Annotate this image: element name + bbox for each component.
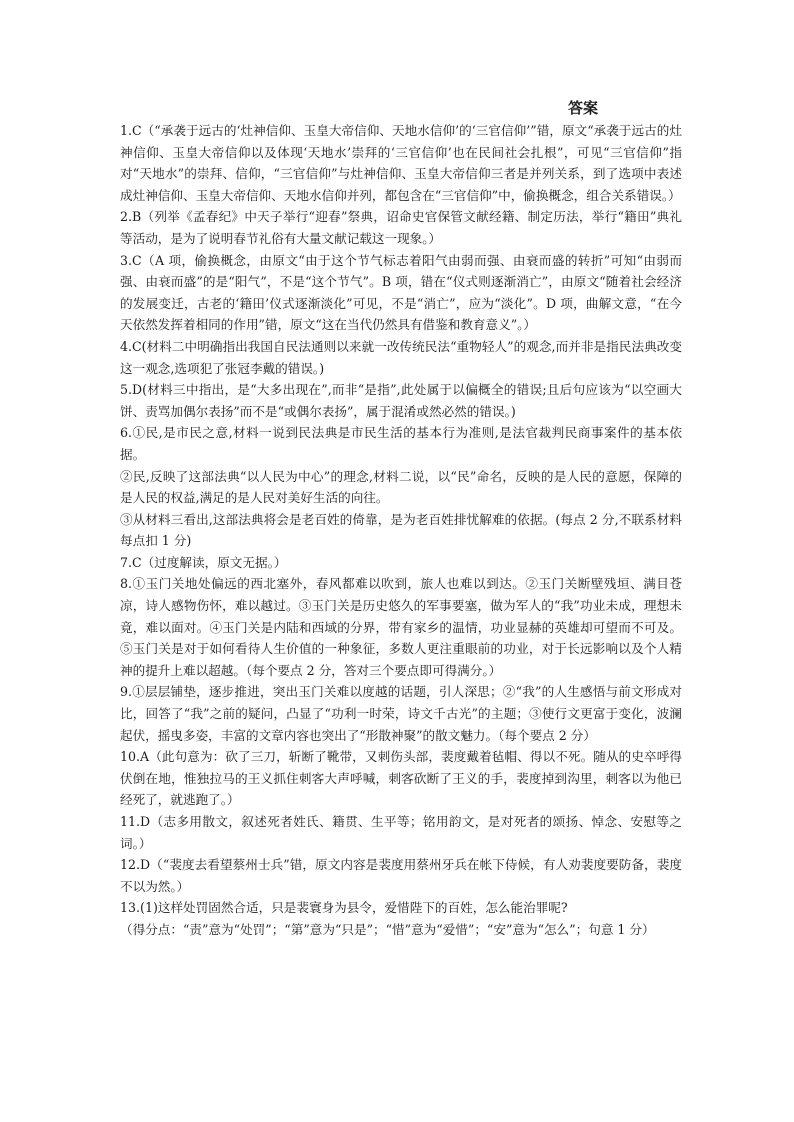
answer-item-13-1-scoring: （得分点：“责”意为“处罚”；“第”意为“只是”；“惜”意为“爱惜”；“安”意为“怎么”；句意 1 分） (120, 921, 655, 937)
answer-item-6-point-2: ②民,反映了这部法典“以人民为中心”的理念,材料二说，以“民”命名，反映的是人民的意愿，保障的是人民的权益,满足的是人民对美好生活的向往。 (120, 468, 682, 506)
answer-item-7: 7.C（过度解读，原文无据。） (120, 554, 287, 570)
answer-page (120, 96, 682, 941)
answer-item-10: 10.A（此句意为：砍了三刀，斩断了靴带，又刺伤头部，裴度戴着毡帽、得以不死。随从的史卒呼得伏倒在地，惟独拉马的王义抓住刺客大声呼喊，刺客砍断了王义的手，裴度掉到沟里，刺客以为他已经死了，就逃跑了。） (120, 749, 682, 808)
answer-item-13-1: 13.(1)这样处罚固然合适，只是裴寰身为县令，爱惜陛下的百姓，怎么能治罪呢? (120, 900, 568, 916)
answer-item-3: 3.C（A 项，偷换概念，由原文“由于这个节气标志着阳气由弱而强、由衰而盛的转折”可知“由弱而强、由衰而盛”的是“阳气”，不是“这个节气”。B 项，错在“仪式则逐渐消亡”，由原文“随着社会经济的发展变迁，古老的‘籍田’仪式逐渐淡化”可见，不是“消亡”，应为“淡化”。D 项，曲解文意，“在今天依然发挥着相同的作用”错，原文“这在当代仍然具有借鉴和教育意义”。） (120, 252, 682, 333)
page-title: 答案 (567, 99, 598, 117)
answer-item-8: 8.①玉门关地处偏远的西北塞外，春风都难以吹到，旅人也难以到达。②玉门关断壁残垣、满目苍凉，诗人感物伤怀，难以越过。③玉门关是历史悠久的军事要塞，做为军人的“我”功业未成，理想未竟，难以面对。④玉门关是内陆和西域的分界，带有家乡的温情，功业显赫的英雄却可望而不可及。⑤玉门关是对于如何看待人生价值的一种象征，多数人更注重眼前的功业，对于长远影响以及个人精神的提升上难以超越。（每个要点 2 分，答对三个要点即可得满分。） (120, 576, 682, 678)
answer-item-9: 9.①层层铺垫，逐步推进，突出玉门关难以度越的话题，引人深思；②“我”的人生感悟与前文形成对比，回答了“我”之前的疑问，凸显了“功利一时荣，诗文千古光”的主题；③使行文更富于变化，波澜起伏，摇曳多姿，丰富的文章内容也突出了“形散神聚”的散文魅力。（每个要点 2 分） (120, 684, 682, 743)
answer-item-1: 1.C（“承袭于远古的‘灶神信仰、玉皇大帝信仰、天地水信仰’的‘三官信仰’”错，原文“承袭于远古的灶神信仰、玉皇大帝信仰以及体现‘天地水’崇拜的‘三官信仰’也在民间社会扎根”，可见“三官信仰”指对“天地水”的崇拜、信仰，“三官信仰”与灶神信仰、玉皇大帝信仰三者是并列关系，到了选项中表述成灶神信仰、玉皇大帝信仰、天地水信仰并列，都包含在“三官信仰”中，偷换概念，组合关系错误。） (120, 123, 682, 203)
answer-item-6-point-3: ③从材料三看出,这部法典将会是老百姓的倚靠，是为老百姓排忧解难的依据。(每点 2 分,不联系材料每点扣 1 分) (120, 511, 682, 549)
answer-item-12: 12.D（“裴度去看望蔡州士兵”错，原文内容是裴度用蔡州牙兵在帐下侍候，有人劝裴度要防备，裴度不以为然。） (120, 857, 682, 894)
answer-item-11: 11.D（志多用散文，叙述死者姓氏、籍贯、生平等；铭用韵文，是对死者的颂扬、悼念、安慰等之词。） (120, 814, 682, 851)
answer-item-2: 2.B（列举《孟春纪》中天子举行“迎春”祭典，诏命史官保管文献经籍、制定历法，举行“籍田”典礼等活动，是为了说明春节礼俗有大量文献记载这一现象。） (120, 209, 682, 246)
answer-item-5: 5.D(材料三中指出，是“大多出现在”,而非“是指”,此处属于以偏概全的错误;且后句应该为“以空画大饼、责骂加偶尔表扬”而不是“或偶尔表扬”，属于混淆或然必然的错误。) (120, 382, 682, 419)
answer-item-6-point-1: 6.①民,是市民之意,材料一说到民法典是市民生活的基本行为准则,是法官裁判民商事案件的基本依据。 (120, 425, 682, 462)
answer-item-4: 4.C(材料二中明确指出我国自民法通则以来就一改传统民法“重物轻人”的观念,而并非是指民法典改变这一观念,选项犯了张冠李戴的错误。) (120, 338, 682, 376)
